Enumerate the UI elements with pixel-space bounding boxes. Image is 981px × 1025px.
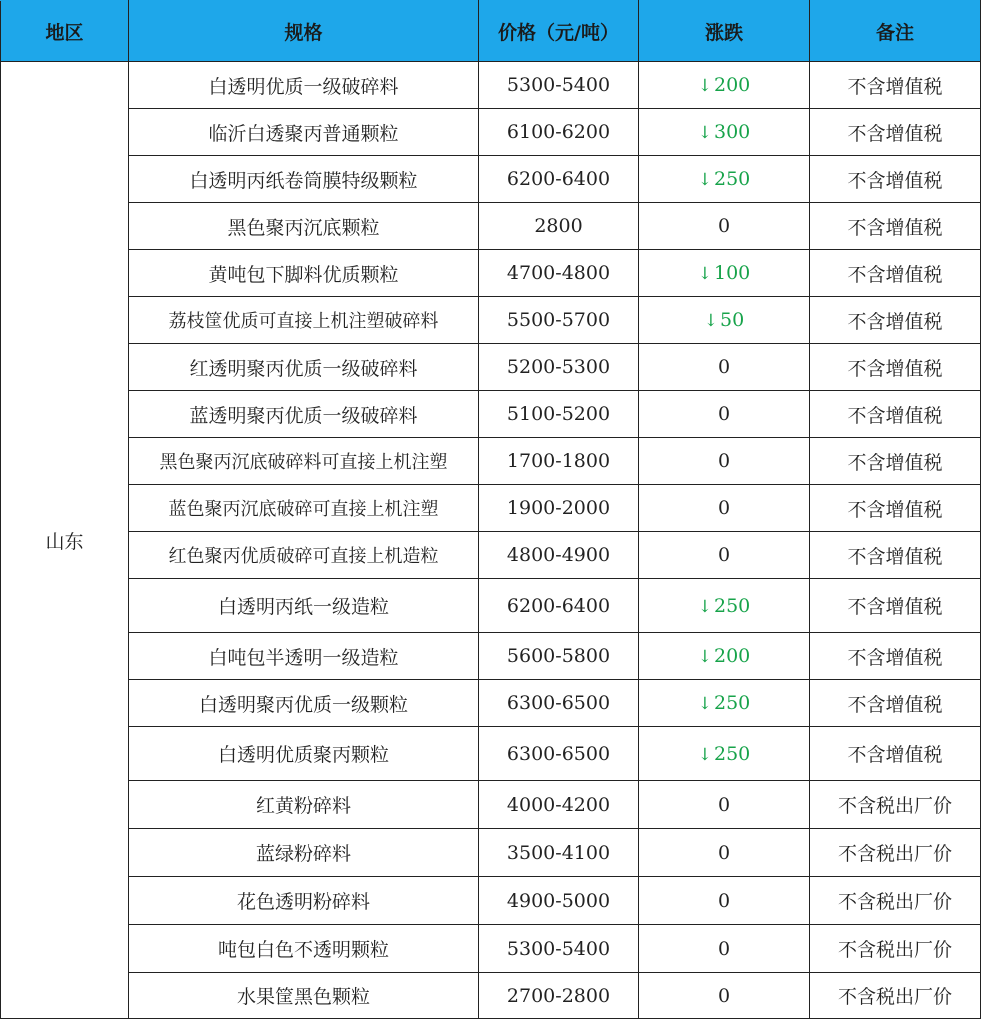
change-value: 200 — [713, 74, 751, 96]
table-row — [1, 829, 981, 877]
table-row — [1, 925, 981, 973]
header-region: 地区 — [1, 1, 129, 62]
spec-cell: 蓝绿粉碎料 — [129, 829, 479, 877]
price-cell: 2700-2800 — [479, 973, 639, 1019]
change-cell — [639, 156, 810, 203]
table-row — [1, 579, 981, 633]
change-cell: 0 — [639, 925, 810, 973]
spec-cell: 水果筐黑色颗粒 — [129, 973, 479, 1019]
spec-cell: 白透明优质聚丙颗粒 — [129, 727, 479, 781]
change-cell — [639, 62, 810, 109]
note-cell: 不含增值税 — [810, 485, 981, 532]
note-cell: 不含增值税 — [810, 109, 981, 156]
note-cell: 不含增值税 — [810, 727, 981, 781]
change-cell: 0 — [639, 438, 810, 485]
table-row — [1, 344, 981, 391]
down-arrow-icon: ↓ — [697, 596, 712, 617]
change-value: 200 — [713, 645, 751, 667]
table-row — [1, 297, 981, 344]
change-cell — [639, 250, 810, 297]
change-down — [698, 645, 751, 667]
region-cell: 山东 — [1, 62, 129, 1019]
note-cell: 不含税出厂价 — [810, 829, 981, 877]
spec-cell: 白透明丙纸一级造粒 — [129, 579, 479, 633]
change-cell: 0 — [639, 973, 810, 1019]
note-cell: 不含增值税 — [810, 297, 981, 344]
header-spec: 规格 — [129, 1, 479, 62]
price-cell: 4000-4200 — [479, 781, 639, 829]
spec-cell: 白透明丙纸卷筒膜特级颗粒 — [129, 156, 479, 203]
table-row — [1, 109, 981, 156]
change-cell: 0 — [639, 391, 810, 438]
price-cell: 1900-2000 — [479, 485, 639, 532]
change-value: 250 — [713, 692, 751, 714]
table-row — [1, 877, 981, 925]
spec-cell: 蓝透明聚丙优质一级破碎料 — [129, 391, 479, 438]
change-cell: 0 — [639, 203, 810, 250]
change-down — [704, 309, 744, 331]
change-cell: 0 — [639, 344, 810, 391]
table-row — [1, 156, 981, 203]
spec-cell: 红黄粉碎料 — [129, 781, 479, 829]
note-cell: 不含税出厂价 — [810, 781, 981, 829]
change-cell: 0 — [639, 877, 810, 925]
change-cell — [639, 680, 810, 727]
note-cell: 不含增值税 — [810, 203, 981, 250]
note-cell: 不含增值税 — [810, 438, 981, 485]
change-cell: 0 — [639, 485, 810, 532]
change-cell — [639, 109, 810, 156]
change-cell — [639, 579, 810, 633]
change-down — [698, 692, 751, 714]
down-arrow-icon: ↓ — [697, 647, 712, 667]
change-down — [698, 121, 751, 143]
price-cell: 5100-5200 — [479, 391, 639, 438]
note-cell: 不含增值税 — [810, 579, 981, 633]
spec-cell: 黑色聚丙沉底颗粒 — [129, 203, 479, 250]
price-cell: 2800 — [479, 203, 639, 250]
price-cell: 4900-5000 — [479, 877, 639, 925]
spec-cell: 白透明聚丙优质一级颗粒 — [129, 680, 479, 727]
change-cell — [639, 297, 810, 344]
price-cell: 6200-6400 — [479, 579, 639, 633]
note-cell: 不含增值税 — [810, 532, 981, 579]
table-row — [1, 781, 981, 829]
change-cell: 0 — [639, 829, 810, 877]
table-row — [1, 680, 981, 727]
change-value: 250 — [713, 594, 751, 617]
spec-cell: 黑色聚丙沉底破碎料可直接上机注塑 — [129, 438, 479, 485]
down-arrow-icon: ↓ — [697, 694, 712, 714]
price-cell: 4800-4900 — [479, 532, 639, 579]
price-cell: 6100-6200 — [479, 109, 639, 156]
spec-cell: 白透明优质一级破碎料 — [129, 62, 479, 109]
spec-cell: 吨包白色不透明颗粒 — [129, 925, 479, 973]
change-value: 100 — [713, 262, 751, 284]
price-cell: 4700-4800 — [479, 250, 639, 297]
table-row — [1, 973, 981, 1019]
table-row — [1, 438, 981, 485]
price-cell: 6300-6500 — [479, 680, 639, 727]
change-cell — [639, 727, 810, 781]
note-cell: 不含增值税 — [810, 62, 981, 109]
table-row — [1, 532, 981, 579]
down-arrow-icon: ↓ — [697, 123, 712, 143]
note-cell: 不含税出厂价 — [810, 877, 981, 925]
table-row — [1, 485, 981, 532]
down-arrow-icon: ↓ — [703, 311, 719, 331]
change-value: 300 — [713, 121, 751, 143]
change-value: 250 — [713, 742, 751, 765]
table-row — [1, 62, 981, 109]
change-down — [698, 595, 751, 617]
table-header — [1, 1, 981, 62]
down-arrow-icon: ↓ — [697, 264, 712, 284]
table-row — [1, 250, 981, 297]
price-cell: 5500-5700 — [479, 297, 639, 344]
note-cell: 不含增值税 — [810, 250, 981, 297]
down-arrow-icon: ↓ — [697, 170, 712, 190]
change-down — [698, 168, 751, 190]
change-down — [698, 262, 751, 284]
price-cell: 5200-5300 — [479, 344, 639, 391]
spec-cell: 荔枝筐优质可直接上机注塑破碎料 — [129, 297, 479, 344]
header-row — [1, 1, 981, 62]
note-cell: 不含增值税 — [810, 391, 981, 438]
change-down — [698, 74, 751, 96]
spec-cell: 红色聚丙优质破碎可直接上机造粒 — [129, 532, 479, 579]
table-row — [1, 727, 981, 781]
price-cell: 6200-6400 — [479, 156, 639, 203]
header-change: 涨跌 — [639, 1, 810, 62]
note-cell: 不含增值税 — [810, 633, 981, 680]
note-cell: 不含税出厂价 — [810, 925, 981, 973]
table-row — [1, 633, 981, 680]
spec-cell: 临沂白透聚丙普通颗粒 — [129, 109, 479, 156]
change-value: 250 — [713, 168, 751, 190]
table-row — [1, 391, 981, 438]
price-cell: 5300-5400 — [479, 62, 639, 109]
change-down — [698, 743, 751, 765]
spec-cell: 白吨包半透明一级造粒 — [129, 633, 479, 680]
note-cell: 不含增值税 — [810, 680, 981, 727]
spec-cell: 蓝色聚丙沉底破碎可直接上机注塑 — [129, 485, 479, 532]
price-cell: 1700-1800 — [479, 438, 639, 485]
price-cell: 5300-5400 — [479, 925, 639, 973]
note-cell: 不含增值税 — [810, 344, 981, 391]
table-row — [1, 203, 981, 250]
header-price: 价格（元/吨） — [479, 1, 639, 62]
table-body — [1, 62, 981, 1019]
change-cell: 0 — [639, 781, 810, 829]
down-arrow-icon: ↓ — [697, 76, 712, 96]
header-note: 备注 — [810, 1, 981, 62]
down-arrow-icon: ↓ — [697, 744, 712, 765]
price-cell: 6300-6500 — [479, 727, 639, 781]
spec-cell: 红透明聚丙优质一级破碎料 — [129, 344, 479, 391]
price-cell: 3500-4100 — [479, 829, 639, 877]
change-cell — [639, 633, 810, 680]
change-cell: 0 — [639, 532, 810, 579]
note-cell: 不含税出厂价 — [810, 973, 981, 1019]
spec-cell: 花色透明粉碎料 — [129, 877, 479, 925]
change-value: 50 — [720, 309, 745, 331]
note-cell: 不含增值税 — [810, 156, 981, 203]
price-cell: 5600-5800 — [479, 633, 639, 680]
spec-cell: 黄吨包下脚料优质颗粒 — [129, 250, 479, 297]
